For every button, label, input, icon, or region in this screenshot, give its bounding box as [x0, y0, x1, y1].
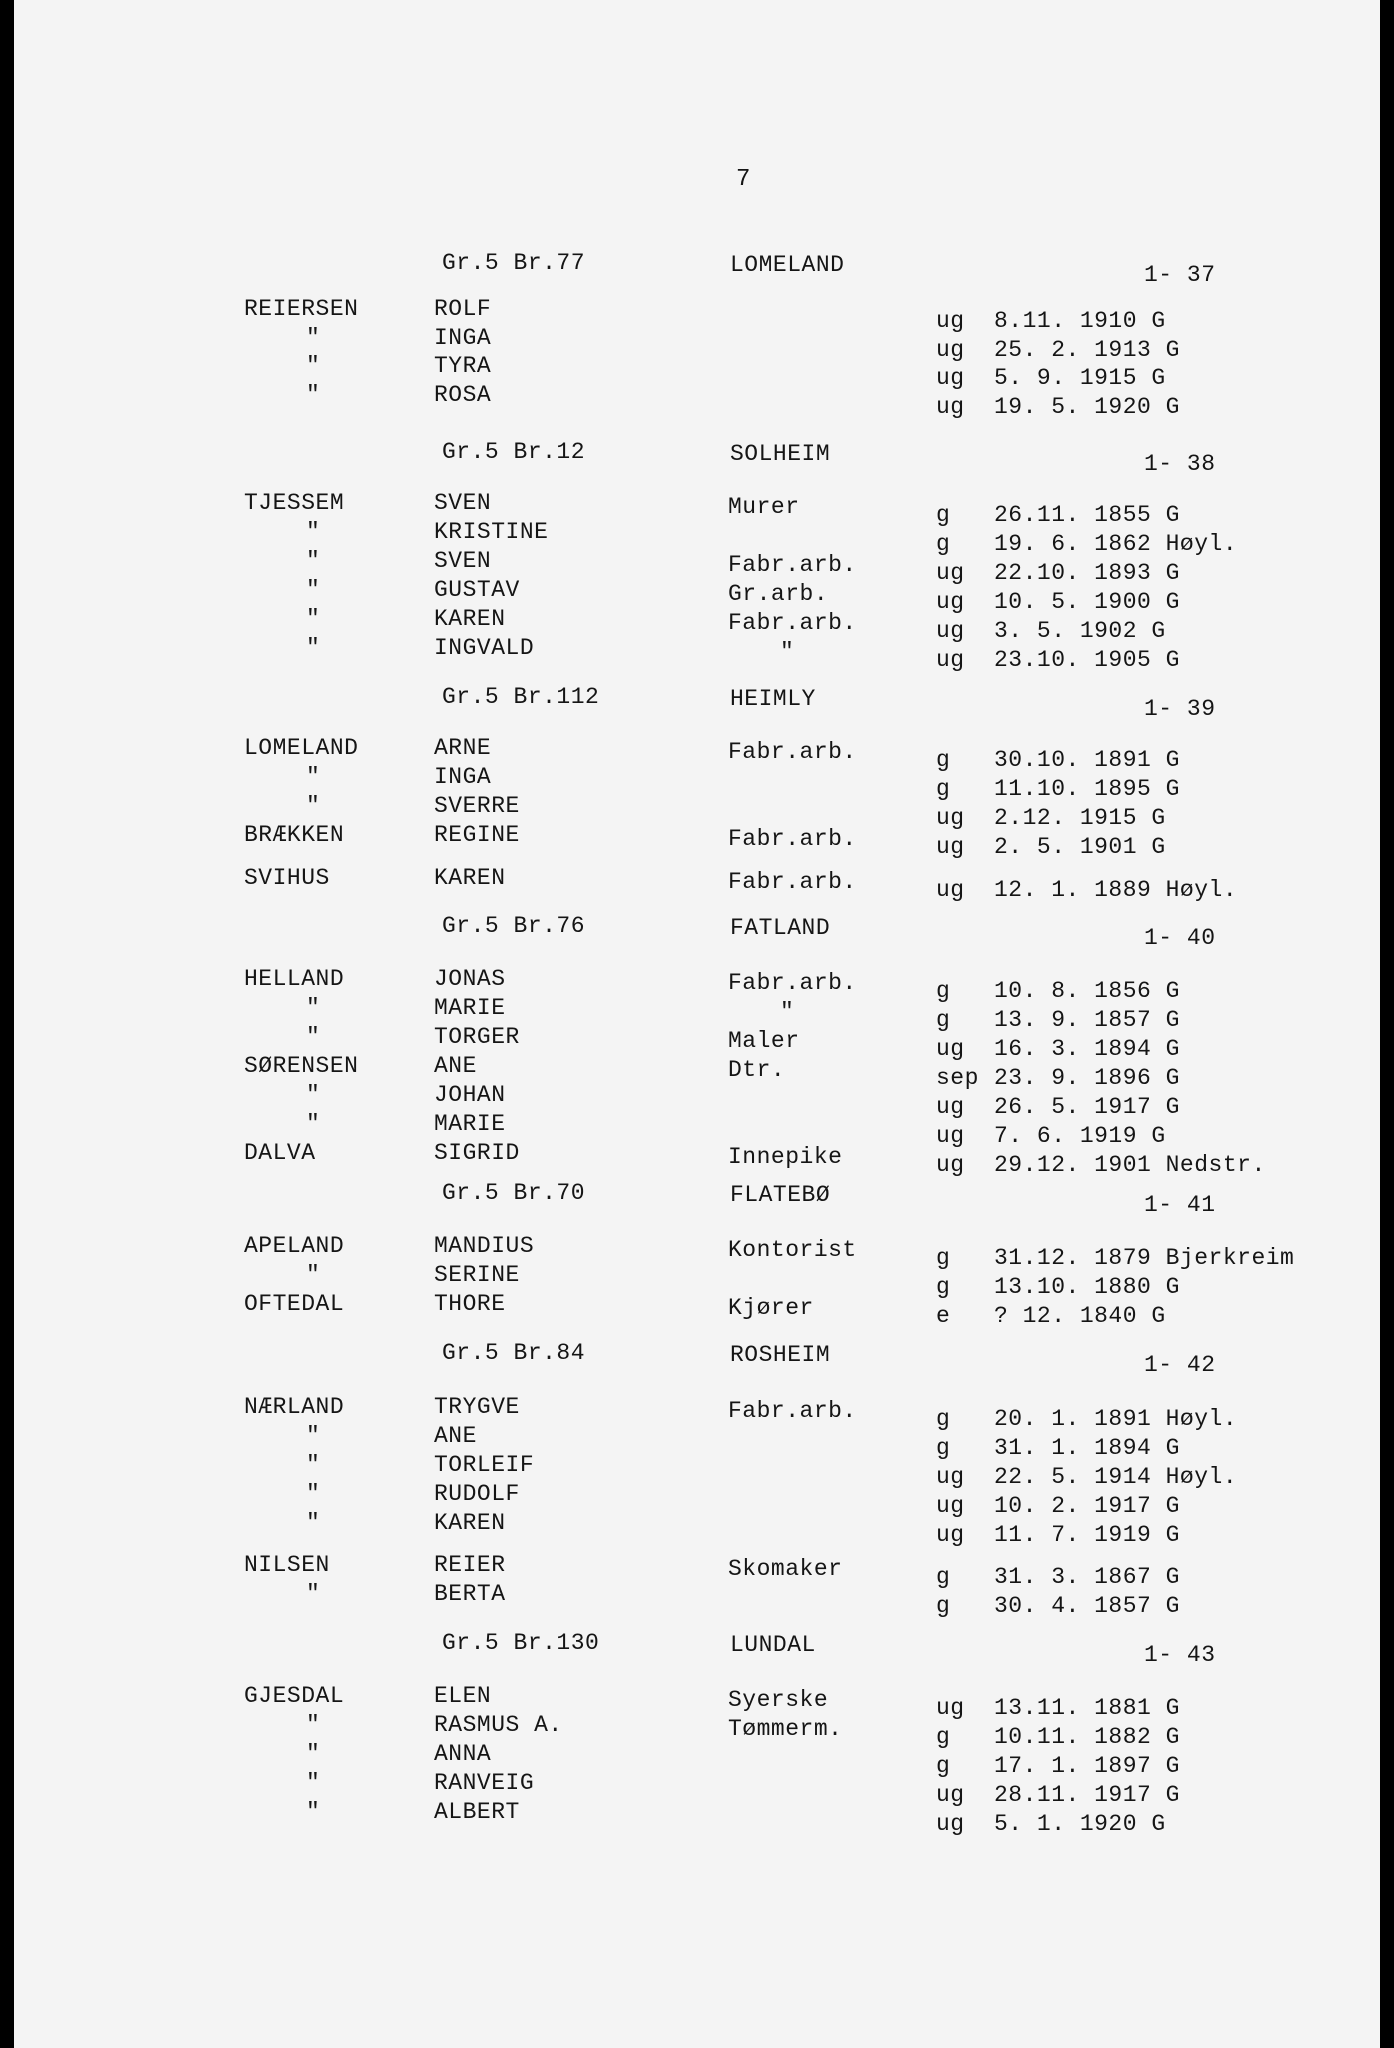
entry-surname: " [306, 577, 321, 603]
entry-given-name: ROSA [434, 382, 492, 408]
entry-marital-status: ug [936, 365, 965, 391]
entry-surname: " [306, 548, 321, 574]
group-header-ref: 1- 37 [1144, 262, 1216, 288]
entry-given-name: ROLF [434, 296, 492, 322]
entry-occupation: Tømmerm. [728, 1716, 843, 1742]
entry-surname: " [306, 1770, 321, 1796]
entry-birth-date-place: 11.10. 1895 G [994, 776, 1180, 802]
entry-marital-status: ug [936, 1094, 965, 1120]
entry-surname: " [306, 1423, 321, 1449]
entry-birth-date-place: 17. 1. 1897 G [994, 1753, 1180, 1779]
entry-occupation: Fabr.arb. [728, 610, 857, 636]
group-header-ref: 1- 39 [1144, 696, 1216, 722]
entry-birth-date-place: 31. 3. 1867 G [994, 1564, 1180, 1590]
entry-occupation: " [780, 999, 795, 1025]
entry-occupation: Fabr.arb. [728, 826, 857, 852]
entry-birth-date-place: 22. 5. 1914 Høyl. [994, 1464, 1238, 1490]
group-header-ref: 1- 40 [1144, 925, 1216, 951]
entry-marital-status: ug [936, 1811, 965, 1837]
entry-birth-date-place: 23.10. 1905 G [994, 647, 1180, 673]
entry-given-name: JONAS [434, 966, 506, 992]
entry-birth-date-place: 26.11. 1855 G [994, 502, 1180, 528]
group-header-farm: FLATEBØ [730, 1182, 831, 1208]
entry-given-name: SVEN [434, 490, 492, 516]
entry-given-name: BERTA [434, 1581, 506, 1607]
entry-given-name: ELEN [434, 1683, 492, 1709]
entry-surname: " [306, 1712, 321, 1738]
entry-birth-date-place: 13.11. 1881 G [994, 1695, 1180, 1721]
entry-marital-status: g [936, 1007, 951, 1033]
entry-marital-status: g [936, 1435, 951, 1461]
entry-given-name: SIGRID [434, 1140, 520, 1166]
entry-birth-date-place: 31. 1. 1894 G [994, 1435, 1180, 1461]
entry-surname: " [306, 764, 321, 790]
entry-marital-status: ug [936, 1493, 965, 1519]
entry-given-name: RUDOLF [434, 1481, 520, 1507]
entry-given-name: RASMUS A. [434, 1712, 563, 1738]
entry-birth-date-place: 8.11. 1910 G [994, 308, 1166, 334]
entry-birth-date-place: 28.11. 1917 G [994, 1782, 1180, 1808]
group-header-ref: 1- 43 [1144, 1642, 1216, 1668]
entry-marital-status: ug [936, 1152, 965, 1178]
group-header-ref: 1- 41 [1144, 1192, 1216, 1218]
entry-marital-status: g [936, 776, 951, 802]
entry-surname: REIERSEN [244, 296, 359, 322]
entry-birth-date-place: 20. 1. 1891 Høyl. [994, 1406, 1238, 1432]
entry-marital-status: ug [936, 1464, 965, 1490]
entry-given-name: REIER [434, 1552, 506, 1578]
entry-marital-status: ug [936, 589, 965, 615]
entry-surname: " [306, 635, 321, 661]
entry-marital-status: sep [936, 1065, 979, 1091]
entry-marital-status: g [936, 1245, 951, 1271]
entry-given-name: ARNE [434, 735, 492, 761]
entry-given-name: JOHAN [434, 1082, 506, 1108]
entry-occupation: Fabr.arb. [728, 970, 857, 996]
group-header-gr-br: Gr.5 Br.76 [442, 913, 586, 939]
group-header-gr-br: Gr.5 Br.84 [442, 1340, 586, 1366]
entry-birth-date-place: 3. 5. 1902 G [994, 618, 1166, 644]
entry-occupation: Fabr.arb. [728, 1398, 857, 1424]
entry-marital-status: ug [936, 1522, 965, 1548]
entry-given-name: INGVALD [434, 635, 535, 661]
entry-birth-date-place: 30.10. 1891 G [994, 747, 1180, 773]
entry-surname: OFTEDAL [244, 1291, 345, 1317]
entry-given-name: MANDIUS [434, 1233, 535, 1259]
entry-occupation: Dtr. [728, 1057, 786, 1083]
entry-birth-date-place: 10. 2. 1917 G [994, 1493, 1180, 1519]
entry-surname: " [306, 1510, 321, 1536]
group-header-farm: HEIMLY [730, 686, 816, 712]
group-header-gr-br: Gr.5 Br.70 [442, 1180, 586, 1206]
entry-given-name: ANE [434, 1053, 477, 1079]
entry-surname: APELAND [244, 1233, 345, 1259]
entry-surname: SVIHUS [244, 865, 330, 891]
entry-surname: NILSEN [244, 1552, 330, 1578]
entry-surname: HELLAND [244, 966, 345, 992]
entry-birth-date-place: 13. 9. 1857 G [994, 1007, 1180, 1033]
entry-occupation: Fabr.arb. [728, 552, 857, 578]
entry-given-name: ANNA [434, 1741, 492, 1767]
entry-birth-date-place: 29.12. 1901 Nedstr. [994, 1152, 1266, 1178]
entry-occupation: Kontorist [728, 1237, 857, 1263]
entry-marital-status: ug [936, 1123, 965, 1149]
entry-surname: NÆRLAND [244, 1394, 345, 1420]
entry-surname: SØRENSEN [244, 1053, 359, 1079]
entry-birth-date-place: 19. 6. 1862 Høyl. [994, 531, 1238, 557]
entry-marital-status: ug [936, 394, 965, 420]
entry-marital-status: ug [936, 647, 965, 673]
entry-marital-status: g [936, 1724, 951, 1750]
entry-marital-status: ug [936, 1695, 965, 1721]
entry-given-name: INGA [434, 764, 492, 790]
entry-surname: " [306, 325, 321, 351]
entry-occupation: Maler [728, 1028, 800, 1054]
entry-birth-date-place: 2. 5. 1901 G [994, 834, 1166, 860]
entry-marital-status: g [936, 1406, 951, 1432]
entry-given-name: TYRA [434, 353, 492, 379]
group-header-farm: ROSHEIM [730, 1342, 831, 1368]
entry-surname: " [306, 1452, 321, 1478]
entry-marital-status: ug [936, 337, 965, 363]
entry-given-name: TORGER [434, 1024, 520, 1050]
entry-occupation: Syerske [728, 1687, 829, 1713]
entry-marital-status: g [936, 747, 951, 773]
entry-surname: " [306, 382, 321, 408]
group-header-ref: 1- 38 [1144, 451, 1216, 477]
entry-surname: " [306, 353, 321, 379]
entry-birth-date-place: 23. 9. 1896 G [994, 1065, 1180, 1091]
entry-birth-date-place: 5. 1. 1920 G [994, 1811, 1166, 1837]
entry-surname: BRÆKKEN [244, 822, 345, 848]
entry-occupation: " [780, 639, 795, 665]
entry-birth-date-place: 13.10. 1880 G [994, 1274, 1180, 1300]
entry-given-name: KAREN [434, 606, 506, 632]
entry-surname: " [306, 1024, 321, 1050]
entry-birth-date-place: 12. 1. 1889 Høyl. [994, 877, 1238, 903]
entry-birth-date-place: 25. 2. 1913 G [994, 337, 1180, 363]
entry-birth-date-place: 31.12. 1879 Bjerkreim [994, 1245, 1295, 1271]
entry-birth-date-place: 16. 3. 1894 G [994, 1036, 1180, 1062]
entry-birth-date-place: 22.10. 1893 G [994, 560, 1180, 586]
entry-marital-status: g [936, 1274, 951, 1300]
entry-surname: " [306, 793, 321, 819]
page-number: 7 [736, 166, 751, 193]
entry-given-name: GUSTAV [434, 577, 520, 603]
entry-birth-date-place: 7. 6. 1919 G [994, 1123, 1166, 1149]
entry-surname: " [306, 1111, 321, 1137]
entry-occupation: Fabr.arb. [728, 739, 857, 765]
group-header-farm: LOMELAND [730, 252, 845, 278]
entry-birth-date-place: 30. 4. 1857 G [994, 1593, 1180, 1619]
entry-marital-status: e [936, 1303, 951, 1329]
entry-given-name: REGINE [434, 822, 520, 848]
entry-marital-status: ug [936, 560, 965, 586]
entry-occupation: Fabr.arb. [728, 869, 857, 895]
entry-given-name: SERINE [434, 1262, 520, 1288]
entry-birth-date-place: 10. 8. 1856 G [994, 978, 1180, 1004]
document-page [14, 0, 1380, 2048]
entry-marital-status: g [936, 502, 951, 528]
entry-given-name: TORLEIF [434, 1452, 535, 1478]
group-header-gr-br: Gr.5 Br.77 [442, 250, 586, 276]
entry-surname: GJESDAL [244, 1683, 345, 1709]
entry-marital-status: ug [936, 877, 965, 903]
entry-marital-status: g [936, 978, 951, 1004]
group-header-farm: SOLHEIM [730, 441, 831, 467]
entry-surname: " [306, 995, 321, 1021]
entry-surname: DALVA [244, 1140, 316, 1166]
entry-occupation: Skomaker [728, 1556, 843, 1582]
entry-occupation: Kjører [728, 1295, 814, 1321]
entry-birth-date-place: 26. 5. 1917 G [994, 1094, 1180, 1120]
entry-given-name: KAREN [434, 1510, 506, 1536]
entry-given-name: MARIE [434, 1111, 506, 1137]
entry-surname: " [306, 519, 321, 545]
entry-birth-date-place: 5. 9. 1915 G [994, 365, 1166, 391]
entry-birth-date-place: ? 12. 1840 G [994, 1303, 1166, 1329]
entry-marital-status: ug [936, 618, 965, 644]
entry-marital-status: g [936, 1753, 951, 1779]
group-header-gr-br: Gr.5 Br.130 [442, 1630, 600, 1656]
group-header-gr-br: Gr.5 Br.112 [442, 684, 600, 710]
entry-surname: " [306, 1082, 321, 1108]
entry-given-name: INGA [434, 325, 492, 351]
entry-given-name: TRYGVE [434, 1394, 520, 1420]
entry-marital-status: g [936, 1593, 951, 1619]
entry-birth-date-place: 11. 7. 1919 G [994, 1522, 1180, 1548]
entry-birth-date-place: 19. 5. 1920 G [994, 394, 1180, 420]
entry-birth-date-place: 2.12. 1915 G [994, 805, 1166, 831]
entry-surname: " [306, 606, 321, 632]
entry-occupation: Gr.arb. [728, 581, 829, 607]
entry-marital-status: g [936, 1564, 951, 1590]
entry-given-name: SVERRE [434, 793, 520, 819]
entry-given-name: THORE [434, 1291, 506, 1317]
entry-marital-status: ug [936, 805, 965, 831]
entry-surname: " [306, 1481, 321, 1507]
entry-given-name: ANE [434, 1423, 477, 1449]
group-header-farm: FATLAND [730, 915, 831, 941]
entry-surname: " [306, 1581, 321, 1607]
entry-given-name: RANVEIG [434, 1770, 535, 1796]
entry-surname: " [306, 1741, 321, 1767]
entry-marital-status: ug [936, 308, 965, 334]
entry-birth-date-place: 10.11. 1882 G [994, 1724, 1180, 1750]
entry-occupation: Innepike [728, 1144, 843, 1170]
entry-surname: " [306, 1262, 321, 1288]
entry-marital-status: ug [936, 1782, 965, 1808]
entry-given-name: KRISTINE [434, 519, 549, 545]
entry-given-name: MARIE [434, 995, 506, 1021]
group-header-ref: 1- 42 [1144, 1352, 1216, 1378]
entry-surname: TJESSEM [244, 490, 345, 516]
entry-marital-status: ug [936, 834, 965, 860]
entry-birth-date-place: 10. 5. 1900 G [994, 589, 1180, 615]
group-header-gr-br: Gr.5 Br.12 [442, 439, 586, 465]
group-header-farm: LUNDAL [730, 1632, 816, 1658]
entry-occupation: Murer [728, 494, 800, 520]
entry-given-name: ALBERT [434, 1799, 520, 1825]
entry-surname: " [306, 1799, 321, 1825]
entry-surname: LOMELAND [244, 735, 359, 761]
entry-given-name: SVEN [434, 548, 492, 574]
entry-marital-status: g [936, 531, 951, 557]
entry-given-name: KAREN [434, 865, 506, 891]
entry-marital-status: ug [936, 1036, 965, 1062]
